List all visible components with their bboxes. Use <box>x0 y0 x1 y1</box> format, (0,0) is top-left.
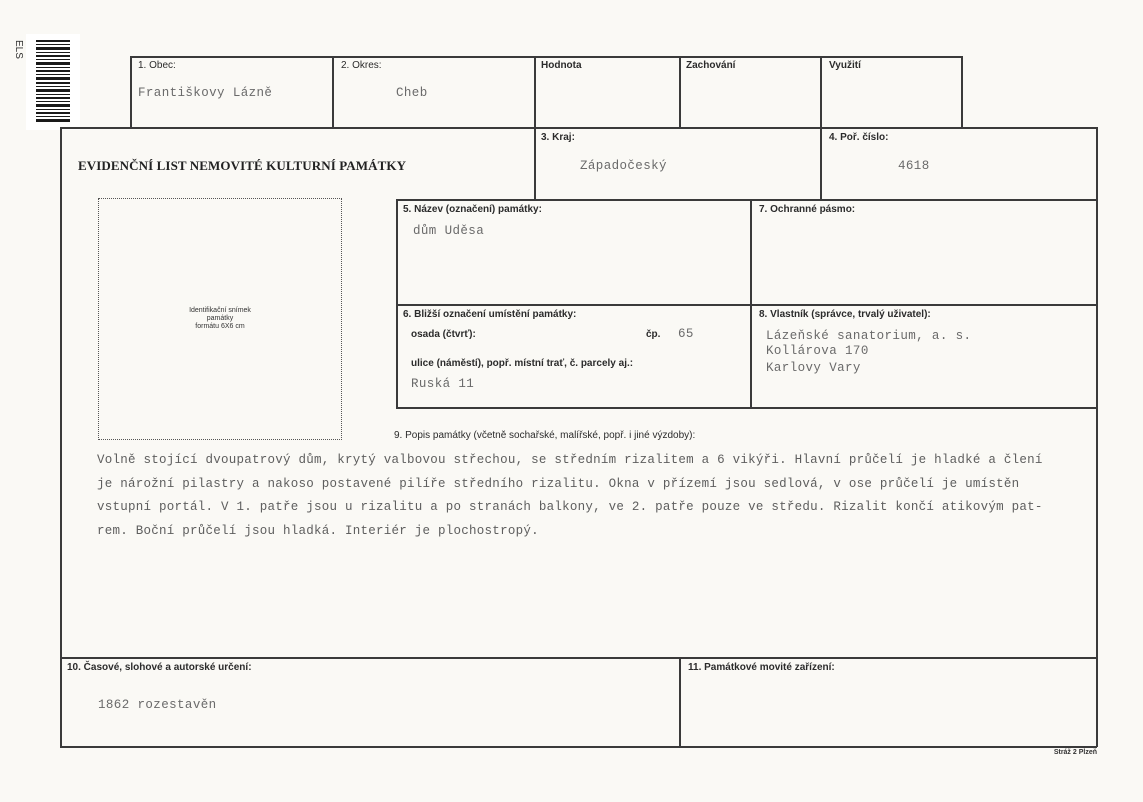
rule <box>396 199 1097 201</box>
popis-line-1: Volně stojící dvoupatrový dům, krytý valbovou střechou, se středním rizalitem a 6 vikýři. Hlavní průčelí je hladké a člení <box>97 453 1043 467</box>
rule <box>396 304 1097 306</box>
rule <box>679 56 681 128</box>
cp-value: 65 <box>678 327 694 341</box>
popis-text <box>97 449 1087 543</box>
por-cislo-value: 4618 <box>898 159 930 173</box>
rule <box>820 56 822 128</box>
vlastnik-line-1: Lázeňské sanatorium, a. s. <box>766 329 972 343</box>
rule <box>60 657 1097 659</box>
printer-mark: Stráž 2 Plzeň <box>1053 749 1097 756</box>
vlastnik-line-3: Karlovy Vary <box>766 361 861 375</box>
barcode-icon <box>26 34 80 130</box>
photo-placeholder <box>98 198 342 440</box>
popis-label: 9. Popis památky (včetně sochařské, malířské, popř. i jiné výzdoby): <box>394 430 696 441</box>
popis-line-3: vstupní portál. V 1. patře jsou u rizalitu a po stranách balkony, ve 2. patře pouze ve středu. Rizalit končí atikovým pat- <box>97 500 1043 514</box>
page-title: EVIDENČNÍ LIST NEMOVITÉ KULTURNÍ PAMÁTKY <box>78 158 407 173</box>
rule <box>534 127 536 200</box>
rule <box>1096 127 1098 747</box>
por-cislo-label: 4. Poř. číslo: <box>829 132 889 143</box>
popis-line-2: je nárožní pilastry a nakoso postavené pilíře středního rizalitu. Okna v přízemí jsou sedlová, v ose průčelí je umístěn <box>97 476 1020 491</box>
rule <box>961 56 963 128</box>
photo-caption: Identifikační snímek památky formátu 6X6 cm <box>189 307 251 330</box>
barcode-label: ELS <box>13 40 24 59</box>
rule <box>60 127 62 747</box>
urceni-label: 10. Časové, slohové a autorské určení: <box>67 662 252 673</box>
popis-line-4: rem. Boční průčelí jsou hladká. Interiér je plochostropý. <box>97 523 539 538</box>
rule <box>130 56 962 58</box>
kraj-label: 3. Kraj: <box>541 132 575 143</box>
osada-label: osada (čtvrť): <box>411 329 476 340</box>
kraj-value: Západočeský <box>580 159 667 173</box>
zachovani-label: Zachování <box>686 60 736 71</box>
rule <box>534 56 536 128</box>
vlastnik-line-2: Kollárova 170 <box>766 344 869 358</box>
urceni-value: 1862 rozestavěn <box>98 698 217 712</box>
vlastnik-label: 8. Vlastník (správce, trvalý uživatel): <box>759 309 931 320</box>
obec-value: Františkovy Lázně <box>138 86 273 100</box>
ulice-value: Ruská 11 <box>411 377 475 391</box>
rule <box>332 56 334 128</box>
zarizeni-label: 11. Památkové movité zařízení: <box>688 662 835 673</box>
rule <box>60 127 1097 129</box>
okres-label: 2. Okres: <box>341 60 382 71</box>
pasmo-label: 7. Ochranné pásmo: <box>759 204 856 215</box>
nazev-value: dům Uděsa <box>413 224 485 238</box>
rule <box>679 657 681 747</box>
rule <box>130 56 132 128</box>
nazev-label: 5. Název (označení) památky: <box>403 204 542 215</box>
ulice-label: ulice (náměstí), popř. místní trať, č. parcely aj.: <box>411 358 634 369</box>
hodnota-label: Hodnota <box>541 60 582 71</box>
cp-label: čp. <box>646 329 661 340</box>
okres-value: Cheb <box>396 86 428 100</box>
rule <box>820 127 822 200</box>
rule <box>60 746 1097 748</box>
rule <box>396 407 1097 409</box>
obec-label: 1. Obec: <box>138 60 176 71</box>
umisteni-label: 6. Bližší označení umístění památky: <box>403 309 577 320</box>
vyuziti-label: Využití <box>829 60 861 71</box>
